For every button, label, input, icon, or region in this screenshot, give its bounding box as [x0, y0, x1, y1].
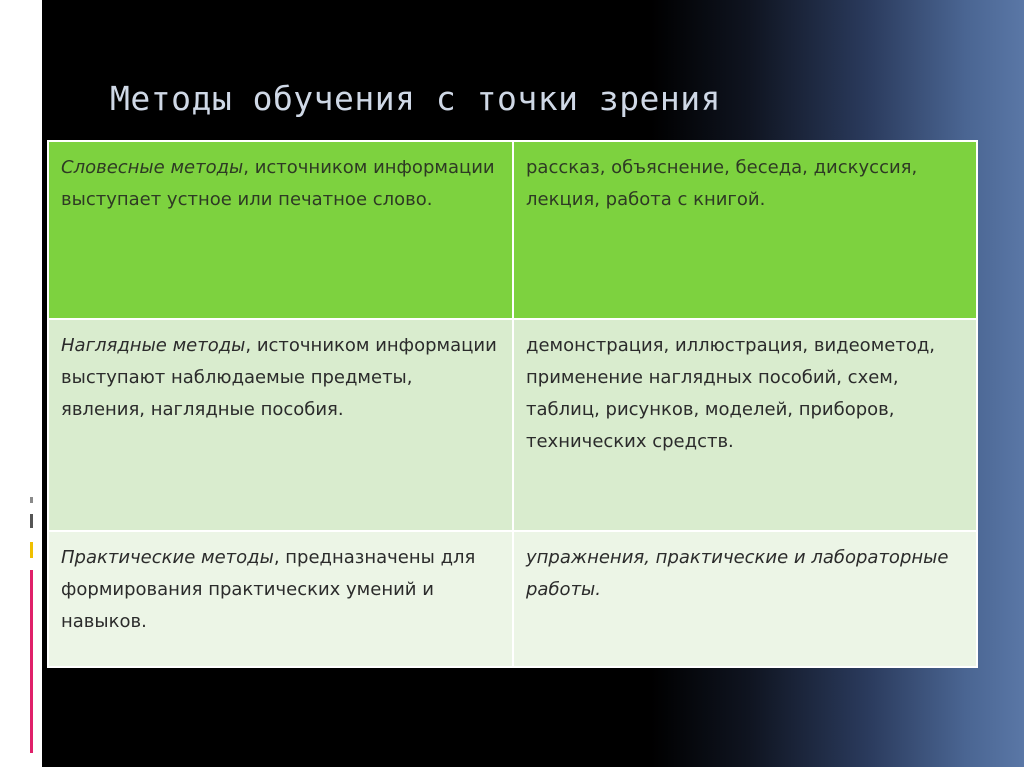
margin-mark [30, 497, 33, 503]
examples-cell [513, 531, 977, 667]
table-row [48, 141, 977, 319]
examples-cell [513, 141, 977, 319]
margin-mark [30, 514, 33, 528]
table-row [48, 319, 977, 531]
method-description: , источником информации выступает устное или печатное слово. [61, 157, 495, 210]
method-name: Наглядные методы [61, 335, 246, 356]
left-margin [0, 0, 42, 767]
method-examples: рассказ, объяснение, беседа, дискуссия, лекция, работа с книгой. [526, 157, 918, 210]
method-cell [48, 141, 513, 319]
method-description: , источником информации выступают наблюдаемые предметы, явления, наглядные пособия. [61, 335, 497, 420]
slide-title [110, 70, 970, 138]
table-row [48, 531, 977, 667]
examples-cell [513, 319, 977, 531]
method-examples: демонстрация, иллюстрация, видеометод, применение наглядных пособий, схем, таблиц, рисунков, моделей, приборов, технических средств. [526, 335, 936, 452]
slide-title-line-1: Методы обучения с точки зрения [110, 79, 722, 118]
method-cell [48, 531, 513, 667]
methods-table [47, 140, 978, 668]
method-examples: упражнения, практические и лабораторные работы. [526, 547, 949, 600]
method-name: Практические методы [61, 547, 274, 568]
slide-title-line-2 [110, 128, 970, 138]
method-name: Словесные методы [61, 157, 244, 178]
margin-mark [30, 570, 33, 753]
margin-mark [30, 542, 33, 558]
method-description: , предназначены для формирования практических умений и навыков. [61, 547, 476, 632]
method-cell [48, 319, 513, 531]
